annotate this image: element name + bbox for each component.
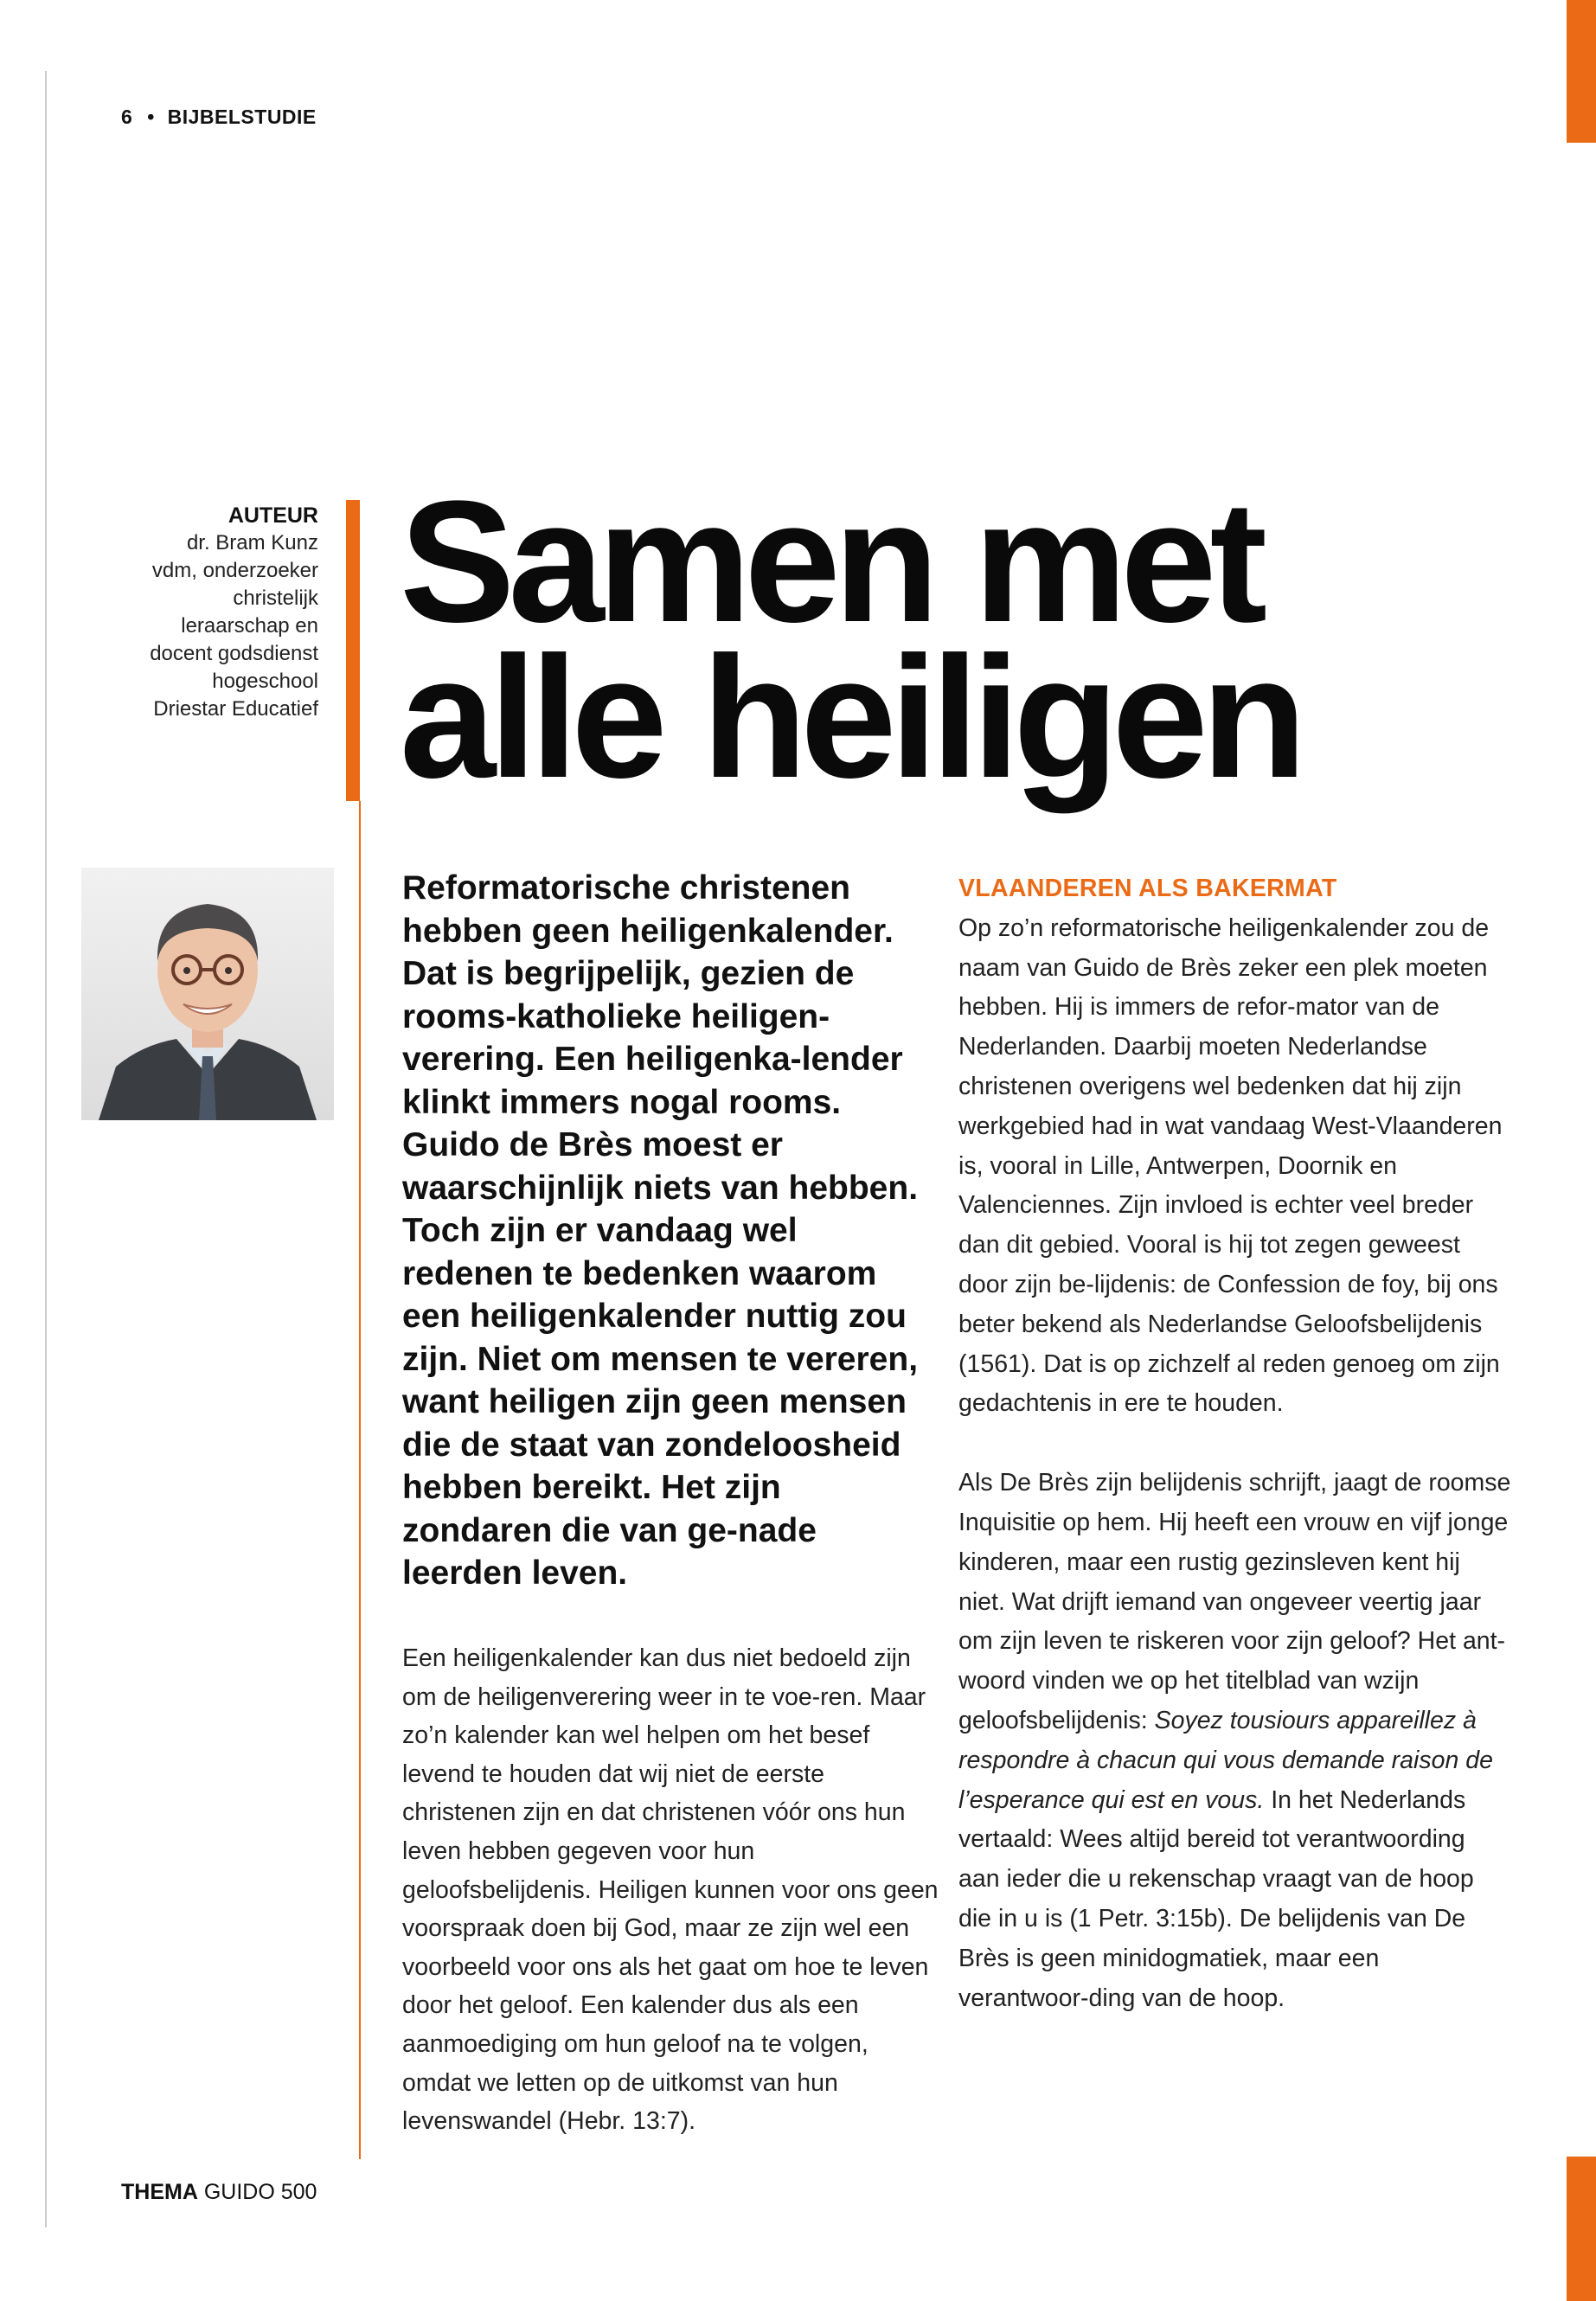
accent-tab-bottom xyxy=(1567,2157,1596,2301)
author-line: christelijk xyxy=(233,586,318,610)
paragraph-text: Als De Brès zijn belijdenis schrijft, jaagt de roomse Inquisitie op hem. Hij heeft een vrouw en vijf jonge kinderen, maar een rustig gezinsleven kent hij niet. Wat drijft iemand van ongeveer veertig jaar om zijn leven te riskeren voor zijn geloof? Het ant-woord vinden we op het titelblad van wzijn geloofsbelijdenis: xyxy=(958,1469,1511,1734)
column-rule xyxy=(359,801,361,2159)
body-paragraph: Een heiligenkalender kan dus niet bedoeld zijn om de heiligenverering weer in te voe-ren. Maar zo’n kalender kan wel helpen om het besef levend te houden dat wij niet de eerste christenen zijn en dat christenen vóór ons hun leven hebben gegeven voor hun geloofsbelijdenis. Heiligen kunnen voor ons geen voorspraak doen bij God, maar ze zijn wel een voorbeeld voor ons als het gaat om hoe te leven door het geloof. Een kalender dus als een aanmoediging om hun geloof na te volgen, omdat we letten op de uitkomst van hun levenswandel (Hebr. 13:7). xyxy=(402,1644,939,2136)
body-column-left xyxy=(402,1639,939,2141)
running-footer xyxy=(121,2180,317,2205)
body-paragraph: Op zo’n reformatorische heiligenkalender zou de naam van Guido de Brès zeker een plek moeten hebben. Hij is immers de refor-mator van de Nederlanden. Daarbij moeten Nederlandse christenen overigens wel bedenken dat hij zijn werkgebied had in wat vandaag West-Vlaanderen is, vooral in Lille, Antwerpen, Doornik en Valenciennes. Zijn invloed is echter veel breder dan dit gebied. Vooral is hij tot zegen geweest door zijn be-lijdenis: de Confession de foy, bij ons beter bekend als Nederlandse Geloofsbelijdenis (1561). Dat is op zichzelf al reden genoeg om zijn gedachtenis in ere te houden. xyxy=(958,913,1503,1418)
author-line: hogeschool xyxy=(212,670,318,693)
author-line: vdm, onderzoeker xyxy=(151,559,318,582)
running-header xyxy=(121,106,317,129)
french-quote: Soyez tousiours appareillez à respondre à chacun qui vous demande raison de l’esperance qui est en vous. xyxy=(958,1706,1493,1814)
header-separator: • xyxy=(147,106,155,128)
footer-brand: THEMA xyxy=(121,2180,198,2204)
lead-text: Reformatorische christenen hebben geen heiligenkalender. Dat is begrijpelijk, gezien de rooms-katholieke heiligen-verering. Een heiligenka-lender klinkt immers nogal rooms. Guido de Brès moest er waarschijnlijk niets van hebben. Toch zijn er vandaag wel redenen te bedenken waarom een heiligenkalender nuttig zou zijn. Niet om mensen te vereren, want heiligen zijn geen mensen die de staat van zondeloosheid hebben bereikt. Het zijn zondaren die van ge-nade leerden leven. xyxy=(402,869,919,1592)
body-paragraph-with-quote xyxy=(958,1464,1512,2018)
page-number: 6 xyxy=(121,106,133,128)
article-title xyxy=(400,465,1300,814)
title-line-1: Samen met xyxy=(400,465,1261,658)
author-line: leraarschap en xyxy=(181,614,318,638)
author-line: docent godsdienst xyxy=(150,642,318,665)
section-heading: VLAANDEREN ALS BAKERMAT xyxy=(958,875,1337,902)
title-line-2: alle heiligen xyxy=(400,621,1300,814)
body-column-right xyxy=(958,869,1512,2018)
author-block xyxy=(87,502,318,723)
section-name: BIJBELSTUDIE xyxy=(167,106,317,128)
author-line: Driestar Educatief xyxy=(153,697,318,721)
author-portrait xyxy=(81,868,334,1120)
footer-issue: GUIDO 500 xyxy=(203,2180,317,2204)
accent-tab-top xyxy=(1567,0,1596,143)
author-label: AUTEUR xyxy=(228,503,318,528)
title-accent-bar xyxy=(346,500,360,801)
paragraph-text: In het Nederlands vertaald: Wees altijd bereid tot verantwoording aan ieder die u rekenschap vraagt van de hoop die in u is (1 Petr. 3:15b). De belijdenis van De Brès is geen minidogmatiek, maar een verantwoor-ding van de hoop. xyxy=(958,1785,1474,2012)
page-margin-rule xyxy=(45,71,47,2227)
author-line: dr. Bram Kunz xyxy=(186,531,318,554)
lead-paragraph xyxy=(402,867,926,1595)
